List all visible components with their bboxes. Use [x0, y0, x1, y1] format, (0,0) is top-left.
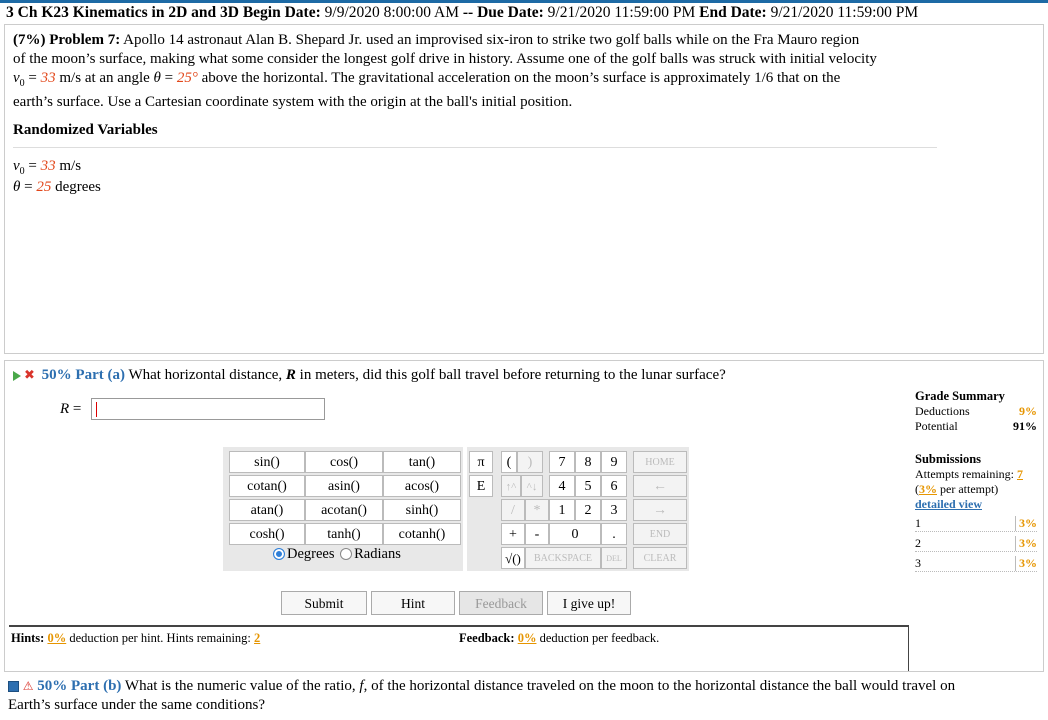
hints-info	[11, 631, 260, 646]
attempts-value: 7	[1016, 467, 1023, 481]
right-arrow-key[interactable]: →	[633, 499, 687, 521]
deductions-value: 9%	[1019, 404, 1037, 418]
angle-mode	[271, 546, 401, 563]
hints-label: Hints:	[11, 631, 45, 645]
home-key[interactable]: HOME	[633, 451, 687, 473]
problem-text-1: Apollo 14 astronaut Alan B. Shepard Jr. used an improvised six-iron to strike two golf balls while on the Fra Mauro region	[123, 32, 860, 48]
key-7[interactable]: 7	[549, 451, 575, 473]
radians-radio[interactable]	[340, 548, 352, 560]
rv-v0-symbol: v	[13, 158, 20, 174]
sin-button[interactable]: sin()	[229, 451, 305, 473]
feedback-label: Feedback:	[459, 631, 515, 645]
rv-v0	[13, 158, 81, 177]
feedback-text: deduction per feedback.	[539, 631, 660, 645]
theta-value: 25°	[176, 70, 198, 86]
problem-text-3: above the horizontal. The gravitational acceleration on the moon’s surface is approximately 1/6 that on the	[197, 70, 841, 86]
rparen-key[interactable]: )	[517, 451, 543, 473]
cos-button[interactable]: cos()	[305, 451, 383, 473]
hint-button[interactable]: Hint	[371, 591, 455, 615]
problem-text-2: of the moon’s surface, making what some consider the longest golf drive in history. Assume one of the golf balls was struck with initial velocity	[13, 51, 877, 67]
collapse-icon[interactable]	[8, 681, 19, 692]
v0-subscript: 0	[19, 78, 25, 89]
v0-unit-text: m/s at an angle	[55, 70, 154, 86]
part-b-question-line2: Earth’s surface under the same conditions?	[8, 697, 265, 713]
number-pad	[467, 447, 689, 571]
submission-deduction: 3%	[1015, 556, 1037, 571]
problem-number: Problem 7:	[49, 32, 121, 48]
key-9[interactable]: 9	[601, 451, 627, 473]
lparen-key[interactable]: (	[501, 451, 517, 473]
submission-number: 3	[915, 556, 921, 570]
answer-label	[60, 401, 81, 418]
submissions-title: Submissions	[915, 452, 982, 466]
down-arrow-key[interactable]: ^↓	[521, 475, 543, 497]
cotanh-button[interactable]: cotanh()	[383, 523, 461, 545]
asin-button[interactable]: asin()	[305, 475, 383, 497]
potential-value: 91%	[1013, 419, 1037, 433]
submit-button[interactable]: Submit	[281, 591, 367, 615]
feedback-pct: 0%	[517, 631, 537, 645]
v0-value: 33	[40, 70, 56, 86]
potential-label: Potential	[915, 419, 958, 433]
rv-theta-unit: degrees	[51, 179, 101, 195]
per-attempt-pct: 3%	[919, 482, 937, 496]
give-up-button[interactable]: I give up!	[547, 591, 631, 615]
part-a-percent: 50%	[41, 367, 72, 383]
grade-summary	[915, 389, 1037, 572]
per-attempt: (3% per attempt)	[915, 482, 999, 496]
text-cursor	[96, 402, 97, 417]
up-arrow-key[interactable]: ↑^	[501, 475, 521, 497]
feedback-divider	[908, 625, 909, 671]
hints-text: deduction per hint. Hints remaining:	[69, 631, 251, 645]
due-date: 9/21/2020 11:59:00 PM	[547, 4, 696, 21]
v0-symbol: v	[13, 70, 20, 86]
potential-row	[915, 419, 1037, 434]
calculator	[223, 447, 689, 571]
assignment-header	[6, 4, 918, 22]
feedback-info	[459, 631, 659, 646]
answer-input[interactable]	[91, 398, 325, 420]
key-0[interactable]: 0	[549, 523, 601, 545]
theta-eq: =	[160, 70, 177, 86]
grade-summary-title: Grade Summary	[915, 389, 1005, 403]
key-4[interactable]: 4	[549, 475, 575, 497]
acotan-button[interactable]: acotan()	[305, 499, 383, 521]
rv-v0-unit: m/s	[55, 158, 82, 174]
cosh-button[interactable]: cosh()	[229, 523, 305, 545]
end-date: 9/21/2020 11:59:00 PM	[770, 4, 919, 21]
key-2[interactable]: 2	[575, 499, 601, 521]
header-separator: --	[462, 4, 474, 21]
part-a-question-post: in meters, did this golf ball travel before returning to the lunar surface?	[299, 367, 726, 383]
key-1[interactable]: 1	[549, 499, 575, 521]
problem-statement	[13, 31, 943, 112]
play-icon[interactable]	[13, 371, 21, 381]
rv-theta	[13, 179, 101, 196]
sqrt-key[interactable]: √()	[501, 547, 525, 569]
attempts-label: Attempts remaining:	[915, 467, 1014, 481]
degrees-label: Degrees	[287, 546, 335, 562]
part-b-percent: 50%	[37, 678, 68, 694]
v0-eq: =	[24, 70, 41, 86]
key-3[interactable]: 3	[601, 499, 627, 521]
key-5[interactable]: 5	[575, 475, 601, 497]
tan-button[interactable]: tan()	[383, 451, 461, 473]
end-date-label: End Date:	[699, 4, 767, 21]
del-key[interactable]: DEL	[601, 547, 627, 569]
tanh-button[interactable]: tanh()	[305, 523, 383, 545]
key-8[interactable]: 8	[575, 451, 601, 473]
part-a-header	[13, 367, 726, 384]
rv-theta-value: 25	[36, 179, 52, 195]
submission-number: 2	[915, 536, 921, 550]
warning-icon: ⚠	[22, 679, 34, 693]
deductions-label: Deductions	[915, 404, 970, 418]
submission-row	[915, 556, 1037, 572]
submission-number: 1	[915, 516, 921, 530]
e-key[interactable]: E	[469, 475, 493, 497]
detailed-view-link[interactable]: detailed view	[915, 497, 982, 511]
randomized-divider	[13, 147, 937, 148]
plus-key[interactable]: +	[501, 523, 525, 545]
part-b-var: f	[359, 678, 364, 694]
submission-deduction: 3%	[1015, 536, 1037, 551]
clear-key[interactable]: CLEAR	[633, 547, 687, 569]
rv-v0-value: 33	[40, 158, 56, 174]
answer-var: R	[60, 401, 70, 417]
part-a-var: R	[285, 367, 296, 383]
attempts-remaining	[915, 467, 1037, 482]
randomized-variables-title: Randomized Variables	[13, 122, 158, 138]
atan-button[interactable]: atan()	[229, 499, 305, 521]
hints-pct: 0%	[47, 631, 67, 645]
submission-row	[915, 516, 1037, 532]
divide-key[interactable]: /	[501, 499, 525, 521]
theta-symbol: θ	[153, 70, 161, 86]
part-a-label: Part (a)	[75, 367, 125, 383]
rv-theta-eq: =	[20, 179, 37, 195]
part-b-label: Part (b)	[71, 678, 122, 694]
cotan-button[interactable]: cotan()	[229, 475, 305, 497]
problem-panel	[4, 24, 1044, 354]
end-key[interactable]: END	[633, 523, 687, 545]
pi-key[interactable]: π	[469, 451, 493, 473]
rv-v0-eq: =	[24, 158, 41, 174]
radians-label: Radians	[354, 546, 401, 562]
multiply-key[interactable]: *	[525, 499, 549, 521]
course-title: 3 Ch K23 Kinematics in 2D and 3D	[6, 4, 239, 21]
begin-date-label: Begin Date:	[242, 4, 321, 21]
deductions-row	[915, 404, 1037, 419]
part-a-panel	[4, 360, 1044, 672]
function-pad	[223, 447, 463, 571]
submission-deduction: 3%	[1015, 516, 1037, 531]
hints-divider	[9, 625, 909, 627]
left-arrow-key[interactable]: ←	[633, 475, 687, 497]
due-date-label: Due Date:	[477, 4, 544, 21]
top-accent-bar	[0, 0, 1048, 3]
dot-key[interactable]: .	[601, 523, 627, 545]
rv-v0-subscript: 0	[19, 166, 25, 177]
incorrect-x-icon: ✖	[24, 368, 35, 383]
begin-date: 9/9/2020 8:00:00 AM	[324, 4, 459, 21]
acos-button[interactable]: acos()	[383, 475, 461, 497]
rv-theta-symbol: θ	[13, 179, 21, 195]
part-b-question-pre: What is the numeric value of the ratio,	[124, 678, 356, 694]
hints-remaining: 2	[254, 631, 261, 645]
problem-weight: (7%)	[13, 32, 46, 48]
part-a-question-pre: What horizontal distance,	[128, 367, 283, 383]
problem-text-4: earth’s surface. Use a Cartesian coordinate system with the origin at the ball's initial position.	[13, 94, 573, 110]
minus-key[interactable]: -	[525, 523, 549, 545]
feedback-button[interactable]: Feedback	[459, 591, 543, 615]
per-attempt-text: per attempt)	[940, 482, 999, 496]
sinh-button[interactable]: sinh()	[383, 499, 461, 521]
degrees-radio[interactable]	[273, 548, 285, 560]
backspace-key[interactable]: BACKSPACE	[525, 547, 601, 569]
submission-row	[915, 536, 1037, 552]
part-b-question-post: , of the horizontal distance traveled on the moon to the horizontal distance the ball would travel on	[363, 678, 956, 694]
part-b-header	[8, 677, 1042, 715]
answer-eq: =	[69, 401, 82, 417]
key-6[interactable]: 6	[601, 475, 627, 497]
